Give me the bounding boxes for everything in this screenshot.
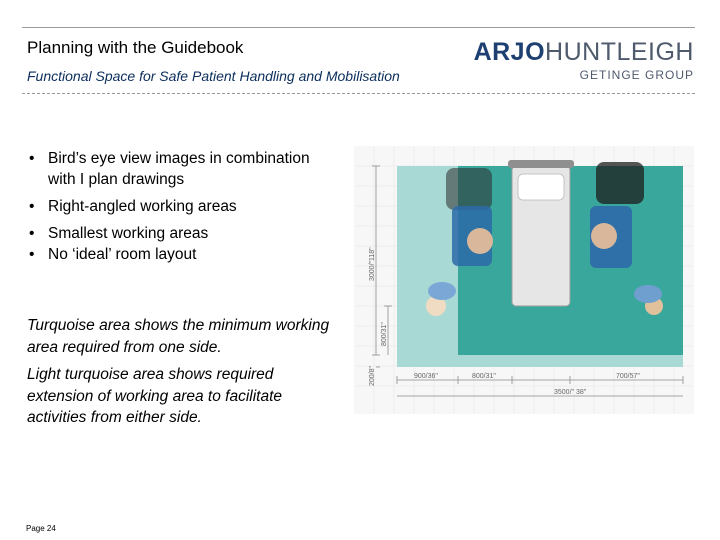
room-plan-figure — [354, 146, 694, 414]
bullet-list — [27, 148, 327, 265]
patient-left — [467, 228, 493, 254]
company-logo — [473, 38, 694, 86]
wheelchair-right — [596, 162, 644, 204]
page-subtitle: Functional Space for Safe Patient Handling and Mobilisation — [27, 68, 400, 84]
caregiver-body-right — [634, 285, 662, 303]
logo-arjo: ARJO — [473, 38, 546, 66]
patient-right — [591, 223, 617, 249]
paragraph-turquoise: Turquoise area shows the minimum working area required from one side. — [27, 317, 330, 356]
dim-label-h-mid: 800/31" — [472, 373, 496, 380]
bullet-text: No ‘ideal’ room layout — [48, 246, 197, 263]
dim-label-h-right: 700/57" — [616, 373, 640, 380]
dim-label-h-left: 900/36" — [414, 373, 438, 380]
dim-label-vertical-total: 3000/"118" — [369, 247, 376, 281]
wheelchair-left — [446, 168, 492, 210]
dashed-divider — [22, 93, 695, 94]
dim-label-h-total: 3500/" 38" — [554, 389, 587, 396]
dim-label-vertical-mid: 800/31" — [381, 322, 388, 346]
logo-huntleigh: HUNTLEIGH — [545, 38, 694, 66]
bullet-text: Smallest working areas — [48, 225, 209, 242]
bullet-item — [27, 223, 327, 244]
paragraph-light-turquoise: Light turquoise area shows required extension of working area to facilitate activities from either side. — [27, 366, 283, 426]
bullet-item — [27, 148, 327, 190]
top-rule — [22, 27, 695, 28]
bullet-text: Bird’s eye view images in combination with I plan drawings — [48, 150, 310, 188]
logo-tagline: GETINGE GROUP — [579, 68, 694, 82]
bullet-item — [27, 196, 327, 217]
bullet-text: Right-angled working areas — [48, 198, 237, 215]
bullet-item — [27, 244, 327, 265]
bed-pillow — [518, 174, 564, 200]
dim-label-vertical-low: 200/8" — [369, 365, 376, 386]
page-title: Planning with the Guidebook — [27, 38, 244, 57]
bed-headboard — [508, 160, 574, 168]
logo-wordmark — [474, 38, 694, 66]
page-number: Page 24 — [26, 524, 56, 533]
caregiver-body-left — [428, 282, 456, 300]
